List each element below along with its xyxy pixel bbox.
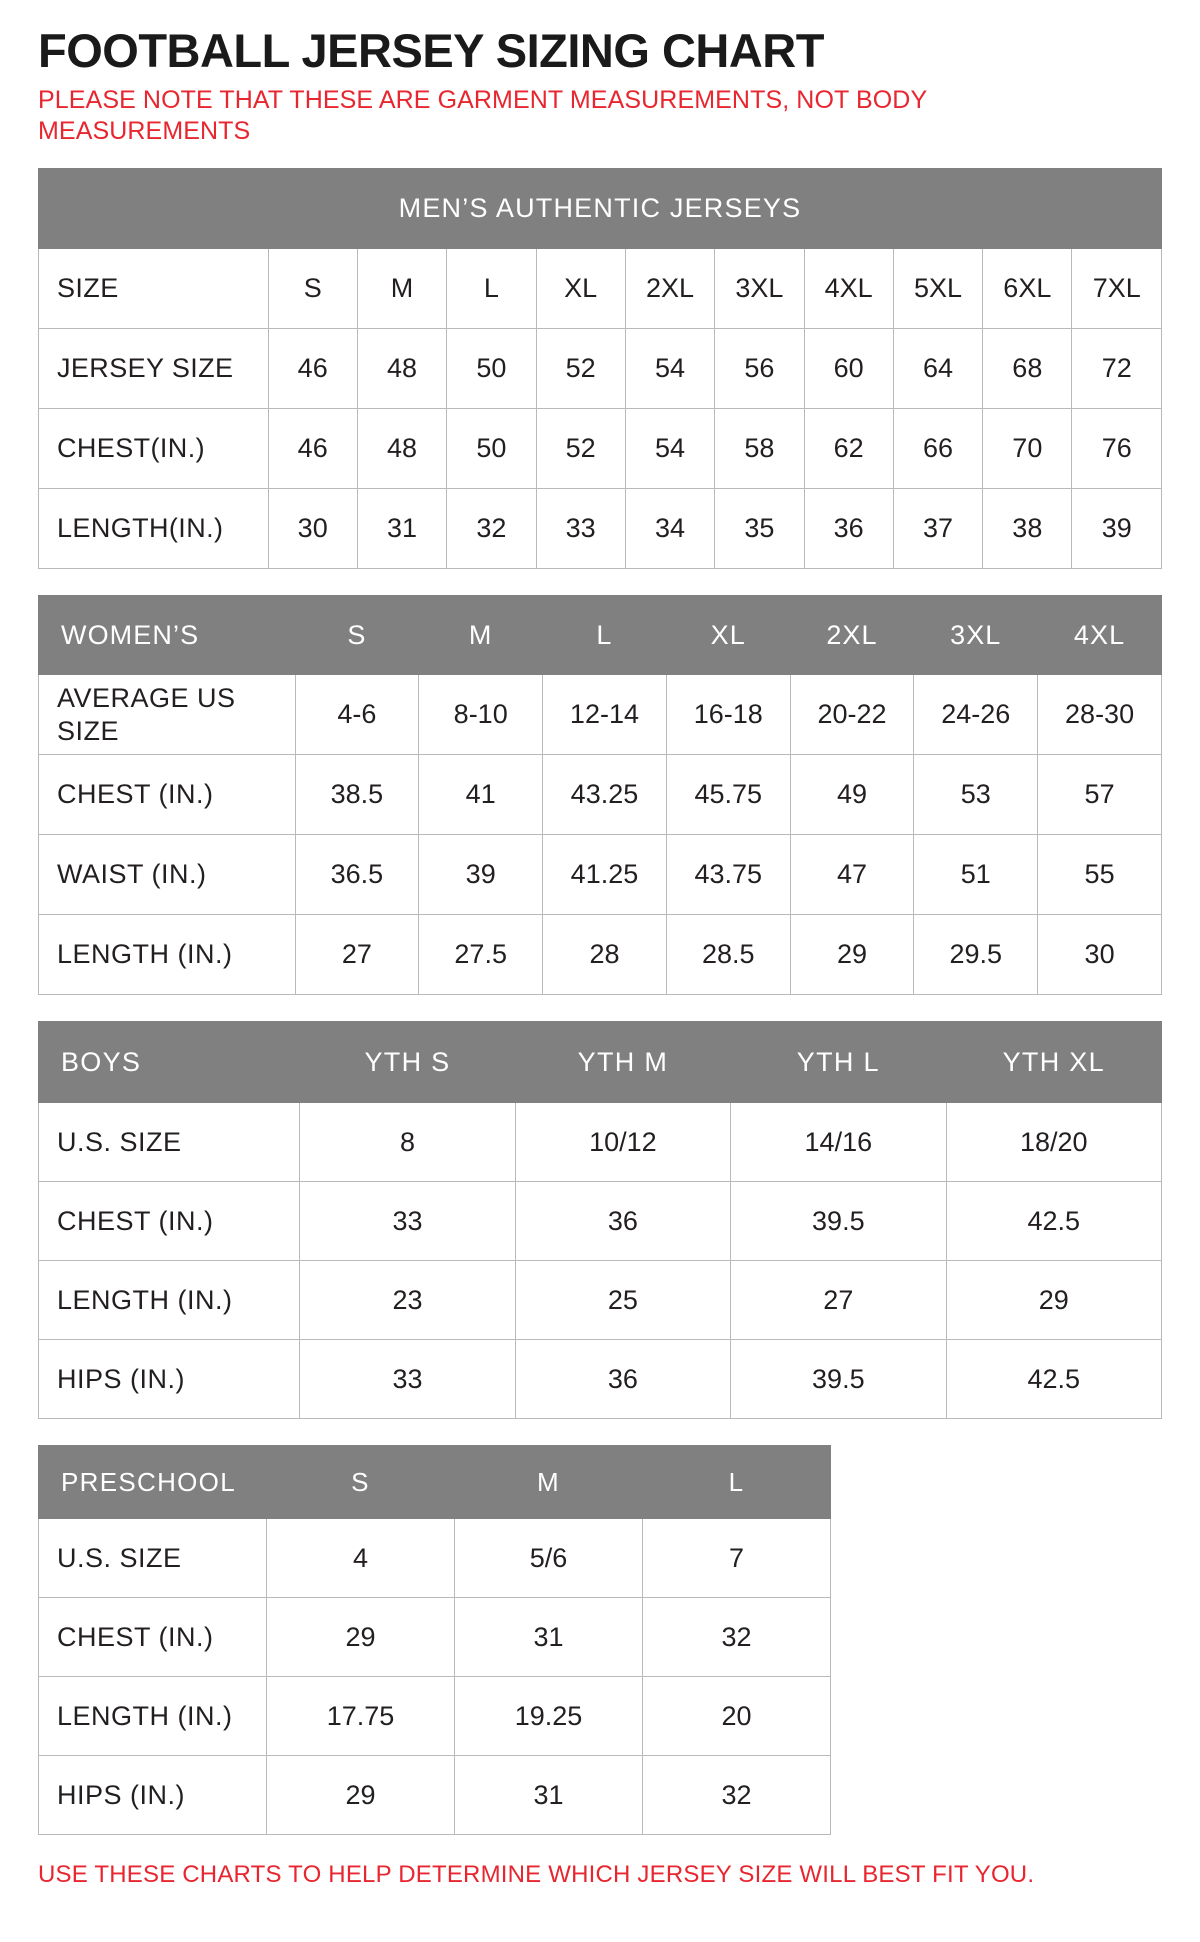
cell: 28-30 [1038, 675, 1162, 755]
table-row [39, 1677, 1200, 1756]
cell: S [268, 249, 357, 329]
cell: 39 [419, 835, 543, 915]
preschool-header-row [39, 1446, 1200, 1519]
cell: 30 [1038, 915, 1162, 995]
cell: 45.75 [666, 755, 790, 835]
boys-header-row [39, 1022, 1162, 1103]
cell: 50 [447, 329, 536, 409]
table-row [39, 675, 1162, 755]
cell: 2XL [625, 249, 714, 329]
cell: 39.5 [731, 1182, 946, 1261]
cell: 36 [804, 489, 893, 569]
row-label: LENGTH(IN.) [39, 489, 269, 569]
table-row [39, 1519, 1200, 1598]
cell: 39 [1072, 489, 1162, 569]
cell: 8 [300, 1103, 515, 1182]
cell: 48 [357, 409, 446, 489]
cell: 24-26 [914, 675, 1038, 755]
cell: S [267, 1446, 455, 1519]
row-label: HIPS (IN.) [39, 1340, 300, 1419]
cell: 2XL [790, 596, 914, 675]
row-label: HIPS (IN.) [39, 1756, 267, 1835]
footer-note: USE THESE CHARTS TO HELP DETERMINE WHICH JERSEY SIZE WILL BEST FIT YOU. [38, 1861, 1035, 1889]
row-label: U.S. SIZE [39, 1519, 267, 1598]
cell: 29 [267, 1756, 455, 1835]
table-row [39, 755, 1162, 835]
cell: L [543, 596, 667, 675]
cell: YTH XL [946, 1022, 1161, 1103]
table-row [39, 489, 1162, 569]
cell: M [357, 249, 446, 329]
cell: 27 [295, 915, 419, 995]
cell: 50 [447, 409, 536, 489]
cell: 5/6 [455, 1519, 643, 1598]
cell: 53 [914, 755, 1038, 835]
cell: 33 [300, 1182, 515, 1261]
cell: 19.25 [455, 1677, 643, 1756]
row-label: LENGTH (IN.) [39, 915, 296, 995]
row-label: PRESCHOOL [39, 1446, 267, 1519]
cell: 51 [914, 835, 1038, 915]
cell: 4XL [804, 249, 893, 329]
cell: 64 [893, 329, 982, 409]
row-label: CHEST (IN.) [39, 1598, 267, 1677]
mens-banner-title: MEN’S AUTHENTIC JERSEYS [39, 169, 1162, 249]
cell: 29 [790, 915, 914, 995]
row-label: LENGTH (IN.) [39, 1677, 267, 1756]
cell: 54 [625, 409, 714, 489]
cell: 31 [357, 489, 446, 569]
cell: 29 [946, 1261, 1161, 1340]
cell: XL [666, 596, 790, 675]
cell: L [447, 249, 536, 329]
cell: 42.5 [946, 1340, 1161, 1419]
spacer-cell [831, 1519, 1200, 1598]
cell: 30 [268, 489, 357, 569]
table-row [39, 409, 1162, 489]
cell: 7 [643, 1519, 831, 1598]
cell: 16-18 [666, 675, 790, 755]
cell: 29.5 [914, 915, 1038, 995]
cell: 4-6 [295, 675, 419, 755]
cell: 36.5 [295, 835, 419, 915]
womens-header-row [39, 596, 1162, 675]
cell: 3XL [914, 596, 1038, 675]
cell: 20 [643, 1677, 831, 1756]
cell: 46 [268, 409, 357, 489]
cell: 32 [643, 1598, 831, 1677]
row-label: CHEST (IN.) [39, 1182, 300, 1261]
row-label: JERSEY SIZE [39, 329, 269, 409]
cell: 55 [1038, 835, 1162, 915]
table-row [39, 1598, 1200, 1677]
cell: 38.5 [295, 755, 419, 835]
cell: M [419, 596, 543, 675]
table-row [39, 915, 1162, 995]
cell: 4 [267, 1519, 455, 1598]
row-label: WOMEN’S [39, 596, 296, 675]
cell: 35 [715, 489, 804, 569]
cell: 43.75 [666, 835, 790, 915]
cell: 7XL [1072, 249, 1162, 329]
cell: 33 [536, 489, 625, 569]
cell: 39.5 [731, 1340, 946, 1419]
mens-banner-row [39, 169, 1162, 249]
cell: 60 [804, 329, 893, 409]
preschool-sizing-table [38, 1445, 1200, 1835]
row-label: U.S. SIZE [39, 1103, 300, 1182]
cell: L [643, 1446, 831, 1519]
row-label: LENGTH (IN.) [39, 1261, 300, 1340]
spacer-cell [831, 1756, 1200, 1835]
cell: YTH M [515, 1022, 730, 1103]
cell: 52 [536, 409, 625, 489]
cell: 20-22 [790, 675, 914, 755]
cell: 52 [536, 329, 625, 409]
table-row [39, 835, 1162, 915]
cell: 34 [625, 489, 714, 569]
cell: 70 [983, 409, 1072, 489]
womens-sizing-table [38, 595, 1162, 995]
cell: 23 [300, 1261, 515, 1340]
cell: 5XL [893, 249, 982, 329]
cell: 43.25 [543, 755, 667, 835]
table-row [39, 329, 1162, 409]
cell: 4XL [1038, 596, 1162, 675]
cell: 37 [893, 489, 982, 569]
cell: 76 [1072, 409, 1162, 489]
spacer-cell [831, 1446, 1200, 1519]
table-row [39, 1340, 1162, 1419]
cell: S [295, 596, 419, 675]
cell: 6XL [983, 249, 1072, 329]
cell: 42.5 [946, 1182, 1161, 1261]
cell: YTH S [300, 1022, 515, 1103]
cell: 27.5 [419, 915, 543, 995]
cell: 18/20 [946, 1103, 1161, 1182]
row-label: BOYS [39, 1022, 300, 1103]
row-label: CHEST (IN.) [39, 755, 296, 835]
table-row [39, 1261, 1162, 1340]
cell: 3XL [715, 249, 804, 329]
cell: 54 [625, 329, 714, 409]
cell: 28 [543, 915, 667, 995]
row-label: AVERAGE US SIZE [39, 675, 296, 755]
cell: 28.5 [666, 915, 790, 995]
table-row [39, 1182, 1162, 1261]
cell: 8-10 [419, 675, 543, 755]
cell: 68 [983, 329, 1072, 409]
cell: 66 [893, 409, 982, 489]
cell: 38 [983, 489, 1072, 569]
cell: M [455, 1446, 643, 1519]
table-row [39, 249, 1162, 329]
cell: 57 [1038, 755, 1162, 835]
boys-sizing-table [38, 1021, 1162, 1419]
cell: XL [536, 249, 625, 329]
table-row [39, 1756, 1200, 1835]
cell: 41 [419, 755, 543, 835]
cell: 72 [1072, 329, 1162, 409]
cell: 36 [515, 1182, 730, 1261]
mens-sizing-table [38, 168, 1162, 569]
cell: 29 [267, 1598, 455, 1677]
cell: 47 [790, 835, 914, 915]
cell: YTH L [731, 1022, 946, 1103]
row-label: WAIST (IN.) [39, 835, 296, 915]
cell: 46 [268, 329, 357, 409]
measurement-note: PLEASE NOTE THAT THESE ARE GARMENT MEASUREMENTS, NOT BODY MEASUREMENTS [38, 86, 927, 145]
cell: 31 [455, 1756, 643, 1835]
cell: 32 [447, 489, 536, 569]
cell: 33 [300, 1340, 515, 1419]
cell: 48 [357, 329, 446, 409]
page-title: FOOTBALL JERSEY SIZING CHART [38, 24, 824, 77]
cell: 31 [455, 1598, 643, 1677]
spacer-cell [831, 1677, 1200, 1756]
cell: 56 [715, 329, 804, 409]
cell: 58 [715, 409, 804, 489]
cell: 25 [515, 1261, 730, 1340]
spacer-cell [831, 1598, 1200, 1677]
cell: 41.25 [543, 835, 667, 915]
cell: 10/12 [515, 1103, 730, 1182]
cell: 14/16 [731, 1103, 946, 1182]
row-label: SIZE [39, 249, 269, 329]
row-label: CHEST(IN.) [39, 409, 269, 489]
cell: 36 [515, 1340, 730, 1419]
cell: 12-14 [543, 675, 667, 755]
table-row [39, 1103, 1162, 1182]
cell: 27 [731, 1261, 946, 1340]
cell: 17.75 [267, 1677, 455, 1756]
cell: 32 [643, 1756, 831, 1835]
cell: 62 [804, 409, 893, 489]
cell: 49 [790, 755, 914, 835]
